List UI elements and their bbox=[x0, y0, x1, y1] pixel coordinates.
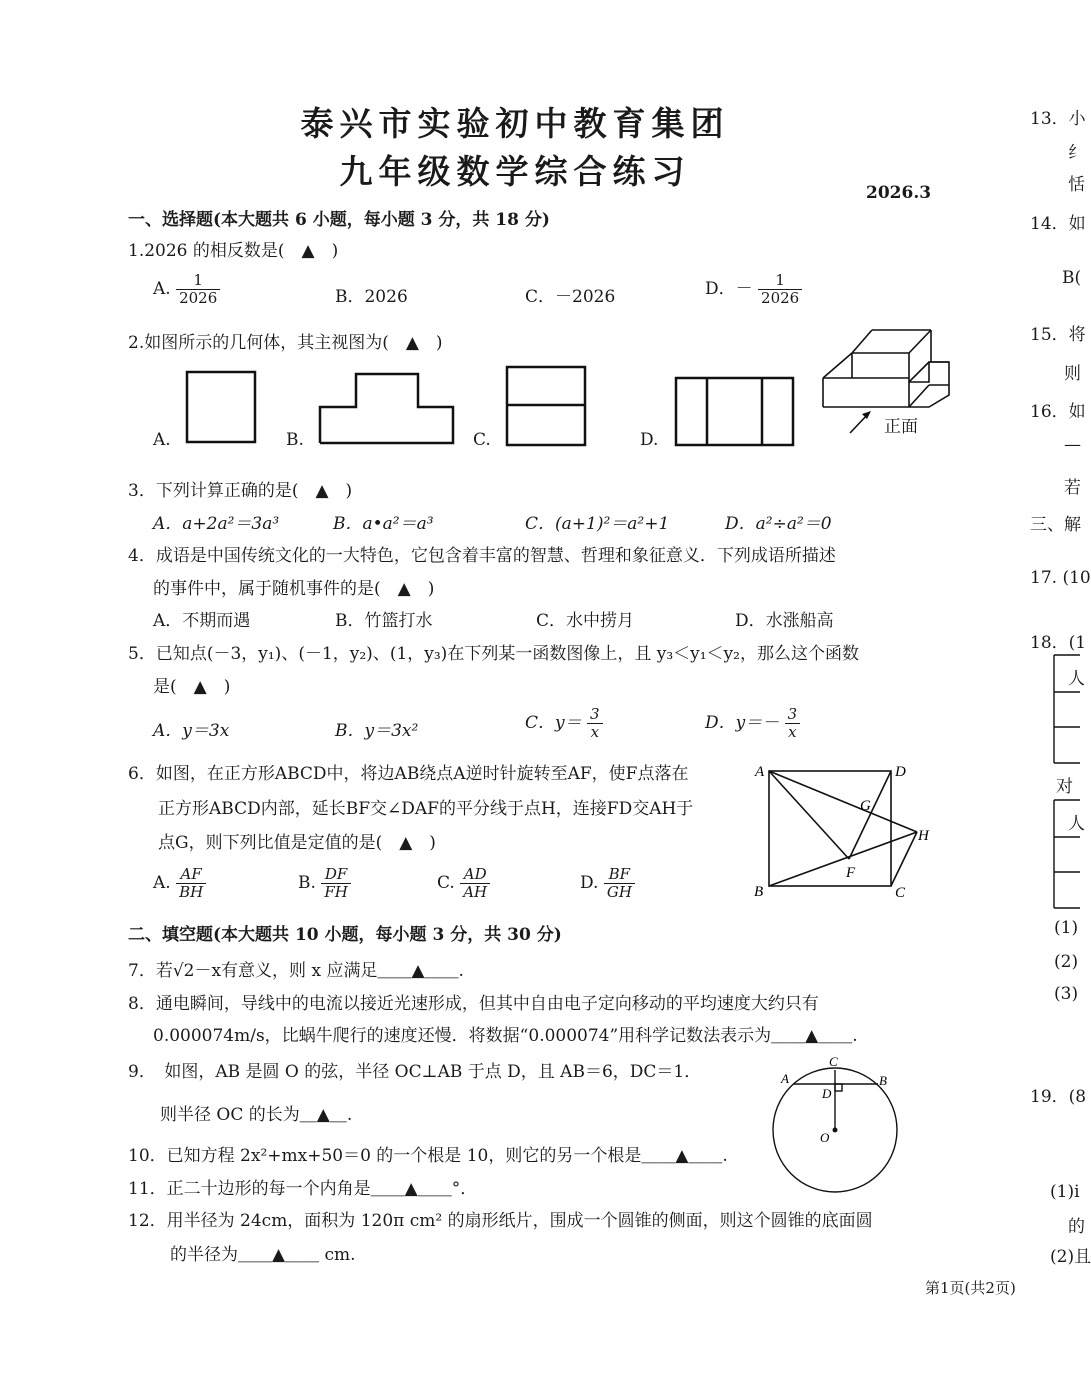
rc-item: 三、解 bbox=[1030, 515, 1081, 535]
q8-line-2: 0.000074m/s，比蜗牛爬行的速度还慢．将数据“0.000074”用科学记数法表示为＿＿▲＿＿. bbox=[153, 1026, 858, 1046]
school-title: 泰兴市实验初中教育集团 bbox=[300, 104, 730, 143]
q6-a-den: BH bbox=[179, 883, 204, 901]
rc-item: (3) bbox=[1054, 984, 1079, 1004]
q5-d-num: 3 bbox=[785, 706, 801, 724]
q6-label-h: H bbox=[918, 828, 929, 844]
rc-item: — bbox=[1064, 435, 1081, 455]
rc-item: 人 bbox=[1068, 669, 1085, 689]
q5-option-b: B．y＝3x² bbox=[335, 721, 419, 741]
q6-d-label: D. bbox=[580, 873, 599, 893]
q3-option-d: D．a²÷a²＝0 bbox=[725, 514, 832, 534]
q4-option-c: C．水中捞月 bbox=[536, 611, 635, 631]
q2-option-d: D. bbox=[640, 430, 659, 450]
section-1-title: 一、选择题(本大题共 6 小题，每小题 3 分，共 18 分) bbox=[128, 210, 550, 230]
q9-label-b: B bbox=[879, 1073, 887, 1088]
q2-stem: 2.如图所示的几何体，其主视图为( ▲ ) bbox=[128, 333, 443, 353]
rc-item: (1) bbox=[1054, 918, 1079, 938]
q5-c-den: x bbox=[590, 723, 600, 741]
q3-option-a: A．a+2a²＝3a³ bbox=[153, 514, 280, 534]
q4-line-2: 的事件中，属于随机事件的是( ▲ ) bbox=[153, 579, 435, 599]
q3-option-c: C．(a+1)²＝a²+1 bbox=[525, 514, 670, 534]
q6-label-a: A bbox=[755, 764, 765, 780]
q5-line-2: 是( ▲ ) bbox=[153, 677, 231, 697]
q3-stem: 3．下列计算正确的是( ▲ ) bbox=[128, 481, 353, 501]
rc-item: 15．将 bbox=[1030, 325, 1086, 345]
q1-stem: 1.2026 的相反数是( ▲ ) bbox=[128, 241, 339, 261]
q1-d-num: 1 bbox=[758, 272, 802, 290]
rc-item: (1)i bbox=[1050, 1182, 1080, 1202]
q9-label-o: O bbox=[820, 1130, 830, 1145]
q6-line-3: 点G，则下列比值是定值的是( ▲ ) bbox=[158, 833, 436, 853]
rc-item: 则 bbox=[1064, 364, 1081, 384]
q5-option-a: A．y＝3x bbox=[153, 721, 230, 741]
q4-option-a: A．不期而遇 bbox=[153, 611, 251, 631]
q1-option-c: C．－2026 bbox=[525, 287, 616, 307]
q7-text: 7．若√2－x有意义，则 x 应满足＿＿▲＿＿. bbox=[128, 961, 464, 981]
q1-a-den: 2026 bbox=[179, 289, 218, 307]
q5-c-label: C．y＝ bbox=[525, 713, 582, 733]
q4-line-1: 4．成语是中国传统文化的一大特色，它包含着丰富的智慧、哲理和象征意义．下列成语所描述 bbox=[128, 546, 836, 566]
rc-item: 若 bbox=[1064, 478, 1081, 498]
q6-c-label: C. bbox=[437, 873, 455, 893]
exam-date: 2026.3 bbox=[866, 183, 932, 203]
rc-item: (2) bbox=[1054, 952, 1079, 972]
q11-text: 11．正二十边形的每一个内角是＿＿▲＿＿°． bbox=[128, 1179, 478, 1199]
rc-item: 对 bbox=[1056, 777, 1073, 797]
q1-d-den: 2026 bbox=[761, 289, 800, 307]
section-2-title: 二、填空题(本大题共 10 小题，每小题 3 分，共 30 分) bbox=[128, 925, 562, 945]
q9-label-d: D bbox=[822, 1086, 832, 1101]
q1-option-b: B．2026 bbox=[335, 287, 408, 307]
q9-label-c: C bbox=[829, 1054, 838, 1069]
q5-d-den: x bbox=[788, 723, 797, 741]
q6-d-den: GH bbox=[606, 883, 632, 901]
q9-line-1: 9． 如图，AB 是圆 O 的弦，半径 OC⊥AB 于点 D，且 AB＝6，DC＝1． bbox=[128, 1062, 702, 1082]
page-number: 第1页(共2页) bbox=[925, 1279, 1016, 1297]
q6-label-d: D bbox=[895, 764, 906, 780]
q6-a-num: AF bbox=[176, 866, 206, 884]
rc-item: 18．(1 bbox=[1030, 633, 1087, 653]
q8-line-1: 8．通电瞬间，导线中的电流以接近光速形成，但其中自由电子定向移动的平均速度大约只有 bbox=[128, 994, 819, 1014]
q2-option-b: B. bbox=[286, 430, 304, 450]
exam-subtitle: 九年级数学综合练习 bbox=[339, 152, 691, 191]
q2-front-label: 正面 bbox=[884, 417, 918, 437]
rc-item: 13．小 bbox=[1030, 109, 1086, 129]
q1-a-label: A. bbox=[153, 279, 171, 299]
q2-option-a: A. bbox=[153, 430, 171, 450]
q6-b-den: FH bbox=[324, 883, 348, 901]
q5-d-label: D．y＝－ bbox=[705, 713, 780, 733]
q12-line-2: 的半径为＿＿▲＿＿ cm. bbox=[170, 1245, 356, 1265]
q12-line-1: 12．用半径为 24cm，面积为 120π cm² 的扇形纸片，围成一个圆锥的侧面，则这个圆锥的底面圆 bbox=[128, 1211, 873, 1231]
q6-label-g: G bbox=[860, 798, 871, 814]
rc-item: 人 bbox=[1068, 814, 1085, 834]
rc-item: (2)且 bbox=[1050, 1247, 1091, 1267]
q4-option-d: D．水涨船高 bbox=[735, 611, 834, 631]
rc-item: 的 bbox=[1068, 1217, 1085, 1237]
q2-option-c: C. bbox=[473, 430, 491, 450]
q9-line-2: 则半径 OC 的长为＿▲＿. bbox=[160, 1105, 353, 1125]
rc-item: 17. (10 bbox=[1030, 568, 1091, 588]
q6-b-label: B. bbox=[298, 873, 316, 893]
q9-label-a: A bbox=[781, 1071, 789, 1086]
q5-line-1: 5．已知点(－3，y₁)、(－1，y₂)、(1，y₃)在下列某一函数图像上，且 y₃＜y₁＜y₂，那么这个函数 bbox=[128, 644, 859, 664]
q6-line-2: 正方形ABCD内部，延长BF交∠DAF的平分线于点H，连接FD交AH于 bbox=[158, 799, 694, 819]
q6-a-label: A. bbox=[153, 873, 171, 893]
q6-label-c: C bbox=[895, 885, 906, 901]
q6-b-num: DF bbox=[321, 866, 351, 884]
q10-text: 10．已知方程 2x²+mx+50＝0 的一个根是 10，则它的另一个根是＿＿▲＿＿. bbox=[128, 1146, 728, 1166]
q3-option-b: B．a•a²＝a³ bbox=[333, 514, 434, 534]
rc-item: 16．如 bbox=[1030, 402, 1086, 422]
rc-item: 恬 bbox=[1068, 175, 1085, 195]
rc-item: 19．(8 bbox=[1030, 1087, 1087, 1107]
rc-item: B( bbox=[1062, 268, 1082, 288]
q5-c-num: 3 bbox=[587, 706, 603, 724]
q6-label-b: B bbox=[754, 884, 764, 900]
q4-option-b: B．竹篮打水 bbox=[335, 611, 433, 631]
q6-c-num: AD bbox=[460, 866, 490, 884]
q6-d-num: BF bbox=[604, 866, 635, 884]
rc-item: 14．如 bbox=[1030, 214, 1086, 234]
q6-c-den: AH bbox=[463, 883, 488, 901]
q6-label-f: F bbox=[846, 865, 856, 881]
q1-a-num: 1 bbox=[176, 272, 220, 290]
rc-item: 纟 bbox=[1068, 143, 1085, 163]
q6-line-1: 6．如图，在正方形ABCD中，将边AB绕点A逆时针旋转至AF，使F点落在 bbox=[128, 764, 689, 784]
q1-d-label: D．－ bbox=[705, 279, 753, 299]
